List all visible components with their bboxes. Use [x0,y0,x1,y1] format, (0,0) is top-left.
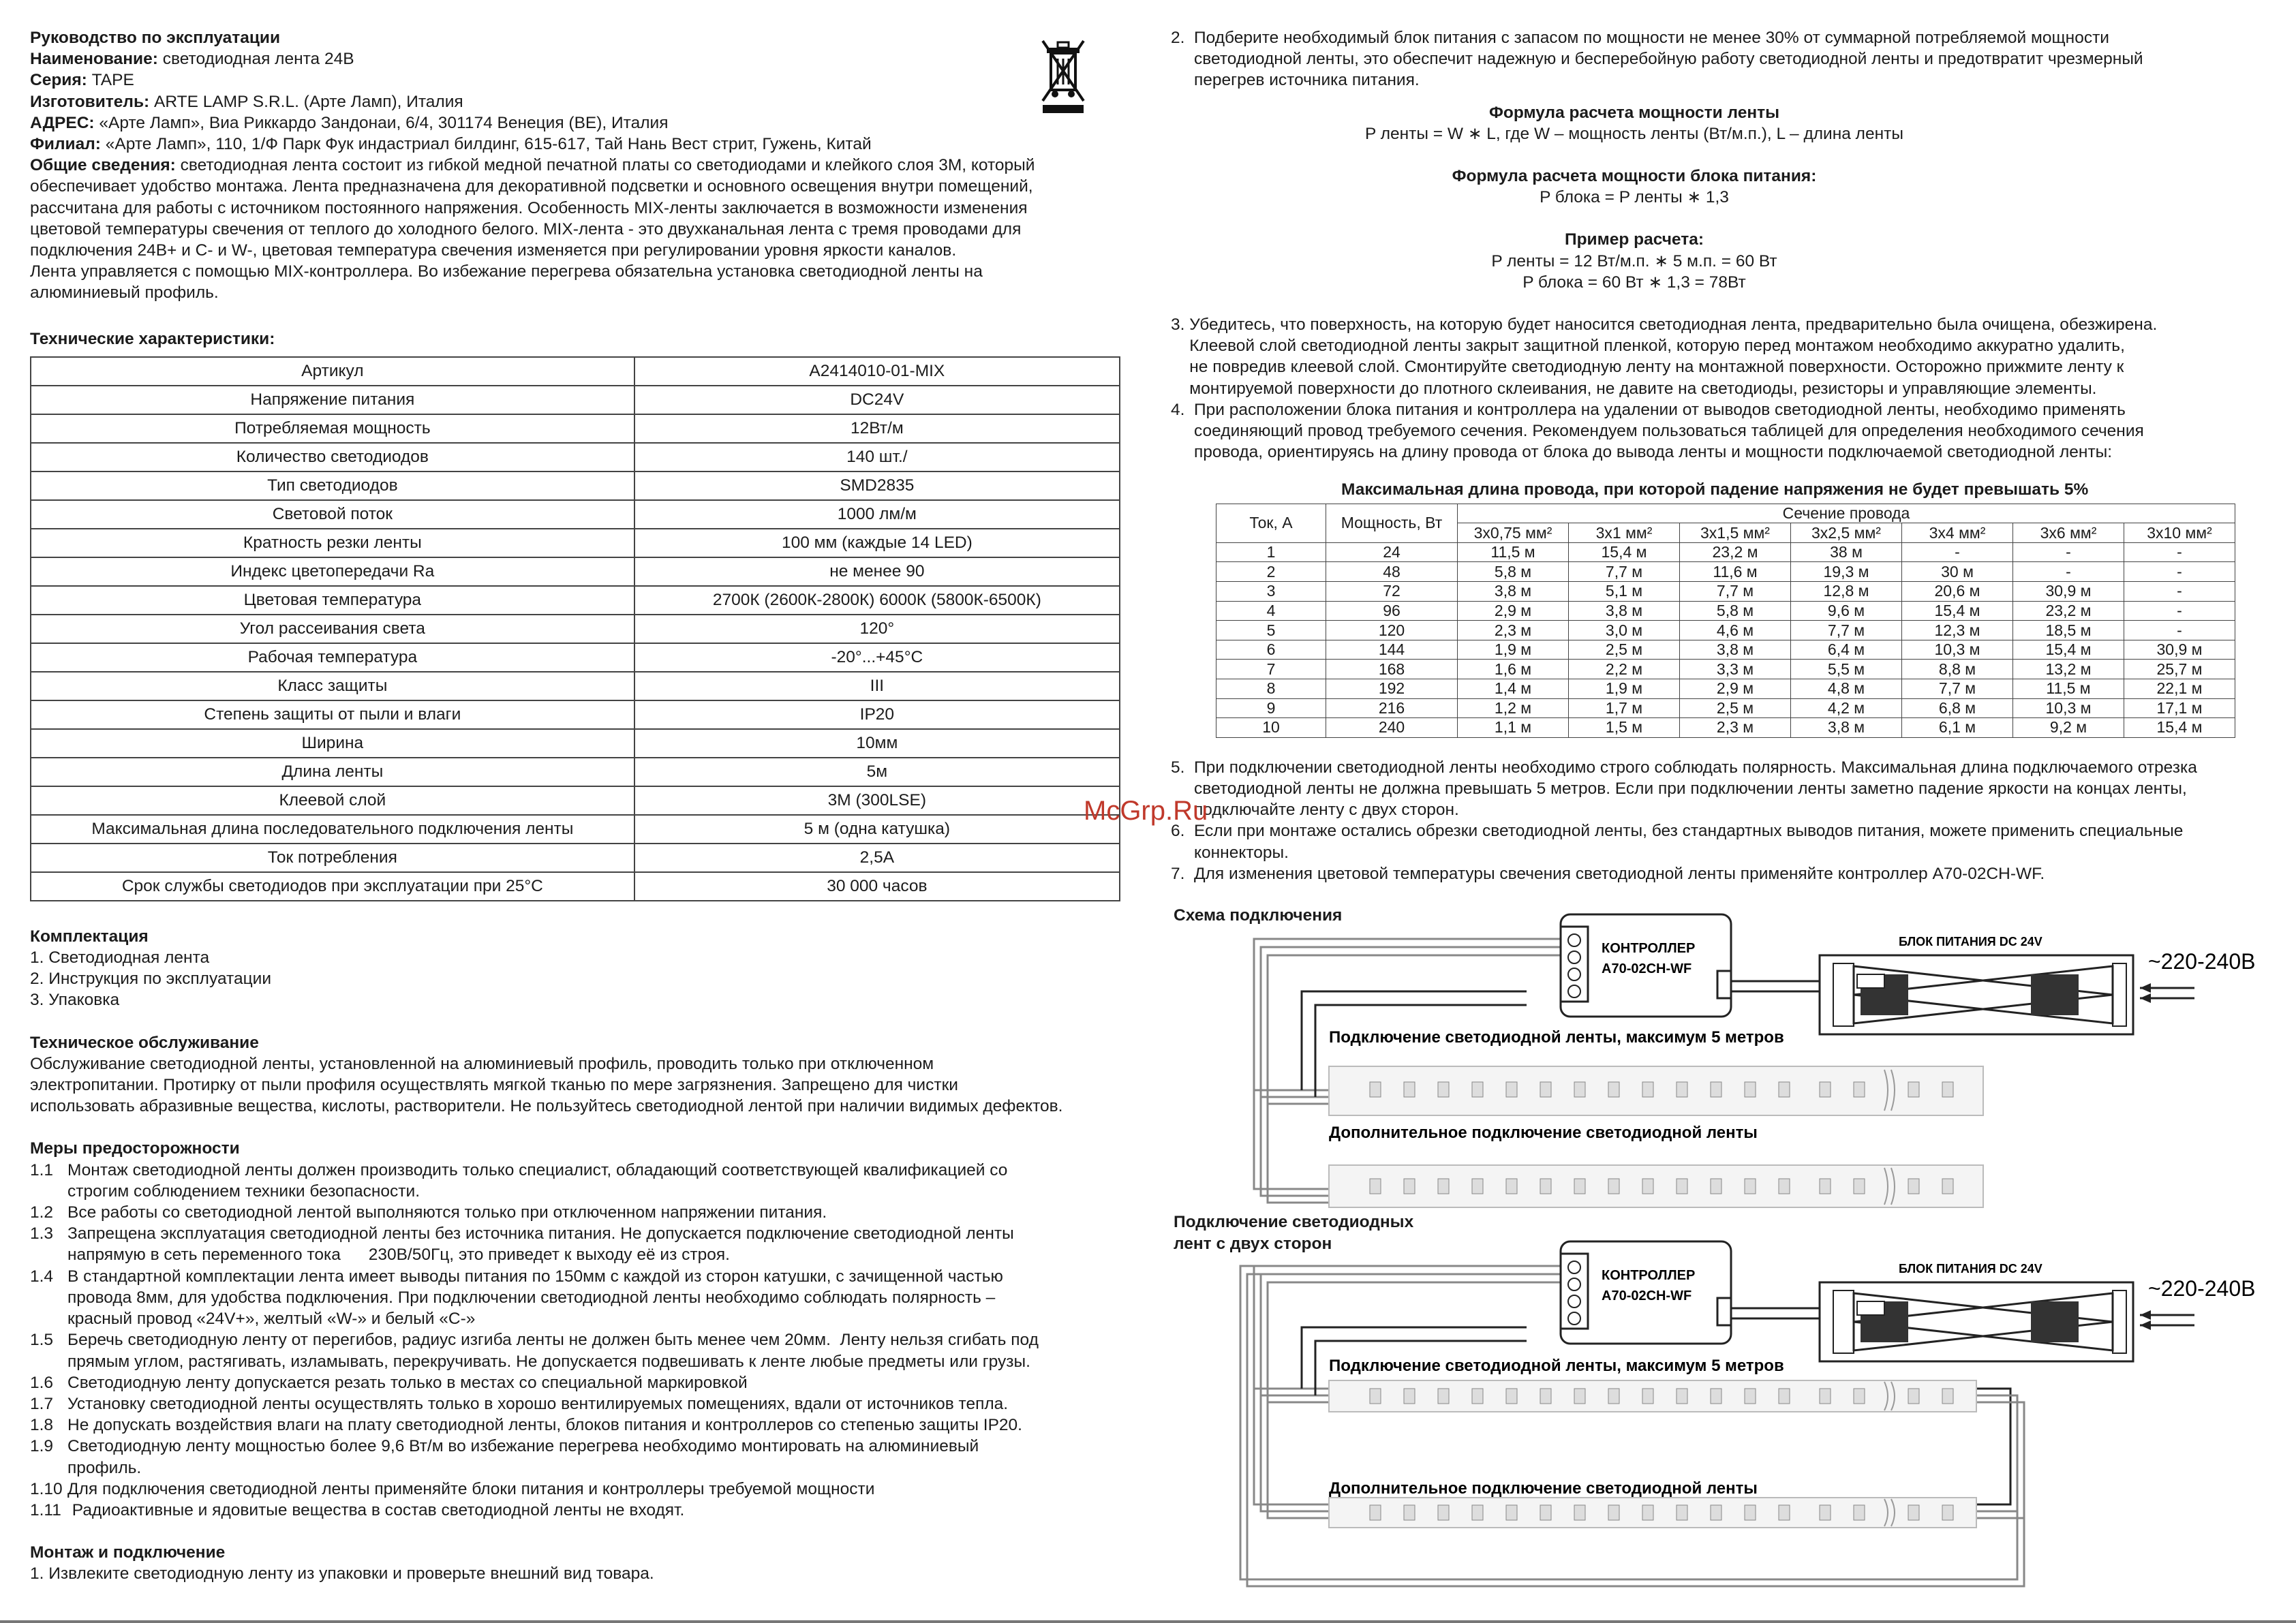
wire-cell: 240 [1326,718,1458,738]
wire-section-header: 3x0,75 мм² [1458,523,1569,543]
precaution-item [30,1500,1120,1521]
wire-cell: 3,8 м [1791,718,1902,738]
precaution-item [30,1329,1120,1350]
spec-value: 5м [634,758,1120,786]
wire-cell: 3,8 м [1680,640,1791,660]
precaution-number: 1.7 [30,1394,54,1413]
wire-cell: 3,3 м [1680,660,1791,679]
wire-cell: 7,7 м [1680,582,1791,602]
wire-cell: 24 [1326,542,1458,562]
step-3-line: Клеевой слой светодиодной ленты закрыт защитной пленкой, которую перед монтажом необходимо аккуратно удалить, [1171,337,2125,356]
wire-cell: 192 [1326,679,1458,699]
wire-cell: 10,3 м [1902,640,2013,660]
wire-cell: 1,1 м [1458,718,1569,738]
spec-name: Ширина [31,729,634,758]
wire-cell: 72 [1326,582,1458,602]
wire-cell: 1,6 м [1458,660,1569,679]
precaution-number [30,1308,67,1329]
wire-row [1216,640,2235,660]
precaution-text: Монтаж светодиодной ленты должен производить только специалист, обладающий соответствующей квалификацией со [67,1160,1008,1179]
wire-cell: 3 [1216,582,1326,602]
spec-row [31,872,1120,901]
left-column [30,27,1120,1585]
mains-label: ~220-240В [2148,1276,2256,1301]
wire-cell: 12,8 м [1791,582,1902,602]
step-4-line: соединяющий провод требуемого сечения. Рекомендуем пользоваться таблицей для определения необходимого сечения [1171,422,2144,441]
wire-cell: 12,3 м [1902,621,2013,640]
wire-cell: 15,4 м [1902,601,2013,621]
wire-cell: 2,9 м [1680,679,1791,699]
precaution-text: профиль. [67,1458,142,1477]
wire-table [1216,504,2235,738]
spec-name: Длина ленты [31,758,634,786]
general-line: Лента управляется с помощью MIX-контроллера. Во избежание перегрева обязательна установка светодиодной ленты на [30,262,983,281]
spec-value: IP20 [634,700,1120,729]
spec-value: 1000 лм/м [634,500,1120,529]
spec-name: Количество светодиодов [31,443,634,472]
wire-row [1216,621,2235,640]
precaution-item [30,1372,1120,1393]
spec-row [31,786,1120,815]
wire-cell: 1,5 м [1569,718,1680,738]
maker-line: Изготовитель: ARTE LAMP S.R.L. (Арте Ламп), Италия [30,92,463,111]
wire-cell: 4,8 м [1791,679,1902,699]
general-line: подключения 24В+ и С- и W-, цветовая температура свечения изменяется при регулировании уровня яркости каналов. [30,241,957,260]
precaution-number: 1.4 [30,1267,54,1286]
spec-value: 5 м (одна катушка) [634,815,1120,844]
wire-section-header: 3x2,5 мм² [1791,523,1902,543]
wire-cell: 8,8 м [1902,660,2013,679]
precaution-number: 1.2 [30,1203,54,1222]
wire-cell: 17,1 м [2124,698,2235,718]
right-column [1171,27,2261,884]
diagram-2-title-1: Подключение светодиодных [1174,1213,1414,1231]
wiring-diagram-2 [1240,1232,2256,1597]
wire-cell: 11,6 м [1680,562,1791,582]
step-2-line: перегрев источника питания. [1171,71,1420,90]
precaution-text: провода 8мм, для удобства подключения. При подключении светодиодной ленты необходимо соблюдать полярность – [67,1288,996,1307]
wire-cell: 7,7 м [1569,562,1680,582]
wire-row [1216,601,2235,621]
step-5-line: светодиодной ленты не должна превышать 5 метров. Если при подключении ленты заметно падение яркости на концах ленты, [1171,779,2187,798]
step-3-line: 3. Убедитесь, что поверхность, на которую будет наносится светодиодная лента, предварительно была очищена, обезжирена. [1171,315,2158,335]
wire-row [1216,582,2235,602]
strip-2-label: Дополнительное подключение светодиодной ленты [1329,1124,1758,1142]
wire-cell: 1,9 м [1569,679,1680,699]
precaution-item [30,1223,1120,1244]
precaution-number: 1.8 [30,1416,54,1435]
controller-label: КОНТРОЛЛЕР [1602,1268,1696,1283]
precaution-text: Радиоактивные и ядовитые вещества в состав светодиодной ленты не входят. [67,1500,685,1519]
led-strip-1 [1329,1380,1976,1412]
spec-value: 120° [634,615,1120,643]
manual-title: Руководство по эксплуатации [30,29,281,47]
wire-cell: 8 [1216,679,1326,699]
precaution-text: Светодиодную ленту допускается резать только в местах со специальной маркировкой [67,1373,748,1392]
spec-row [31,414,1120,443]
wire-cell: 13,2 м [2013,660,2124,679]
example-title: Пример расчета: [1564,230,1704,249]
spec-row [31,357,1120,386]
wire-cell: 10,3 м [2013,698,2124,718]
spec-row [31,500,1120,529]
precaution-text: красный провод «24V+», желтый «W-» и белый «С-» [67,1310,476,1329]
wire-cell: 25,7 м [2124,660,2235,679]
wire-cell: 5,8 м [1680,601,1791,621]
precaution-number: 1.6 [30,1373,54,1392]
maintenance-line: электропитании. Протирку от пыли профиля осуществлять мягкой тканью по мере загрязнения. Запрещено для чистки [30,1076,958,1095]
precaution-number: 1.11 [30,1500,61,1519]
precaution-item [30,1415,1120,1436]
wire-cell: 6,1 м [1902,718,2013,738]
spec-value: III [634,672,1120,700]
wire-cell: 9,6 м [1791,601,1902,621]
wire-cell: 3,0 м [1569,621,1680,640]
watermark: McGrp.Ru [1084,796,1208,826]
wire-cell: 7,7 м [1791,621,1902,640]
wire-cell: - [2013,562,2124,582]
precaution-text: Не допускать воздействия влаги на плату светодиодной ленты, блоков питания и контроллеров со степенью защиты IP20. [67,1416,1022,1435]
precaution-number: 1.3 [30,1224,54,1243]
wire-cell: 18,5 м [2013,621,2124,640]
series-line: Серия: TAPE [30,71,134,90]
wire-cell: - [2124,621,2235,640]
step-2-line: светодиодной ленты, это обеспечит надежную и бесперебойную работу светодиодной ленты и предотвратит чрезмерный [1171,50,2143,69]
wire-section-header: 3x1 мм² [1569,523,1680,543]
precaution-number: 1.1 [30,1160,54,1179]
spec-name: Максимальная длина последовательного подключения ленты [31,815,634,844]
precaution-number: 1.10 [30,1479,63,1498]
precaution-number [30,1457,67,1479]
wire-table-title: Максимальная длина провода, при которой падение напряжения не будет превышать 5% [1341,480,2089,499]
wire-cell: 6 [1216,640,1326,660]
step-6-line: коннекторы. [1171,843,1289,862]
precaution-text: Светодиодную ленту мощностью более 9,6 Вт/м во избежание перегрева необходимо монтировать на алюминиевый [67,1437,979,1456]
spec-row [31,700,1120,729]
wire-cell: 15,4 м [2124,718,2235,738]
precaution-item [30,1351,1120,1372]
wire-cell: 4,2 м [1791,698,1902,718]
example-2: P блока = 60 Вт ∗ 1,3 = 78Вт [1522,273,1746,292]
wire-table-header-current: Ток, А [1216,504,1326,542]
wire-cell: 144 [1326,640,1458,660]
spec-row [31,758,1120,786]
mounting-title: Монтаж и подключение [30,1543,226,1562]
spec-name: Напряжение питания [31,386,634,414]
spec-value: 140 шт./ [634,443,1120,472]
step-2-line: 2. Подберите необходимый блок питания с запасом по мощности не менее 30% от суммарной потребляемой мощности [1171,29,2109,47]
precaution-item [30,1287,1120,1308]
wiring-diagram-2-svg [1240,1232,2256,1597]
wire-cell: 48 [1326,562,1458,582]
spec-name: Артикул [31,357,634,386]
wire-row [1216,542,2235,562]
spec-name: Тип светодиодов [31,472,634,500]
precaution-text: Установку светодиодной ленты осуществлять только в хорошо вентилируемых помещениях, вдали от источников тепла. [67,1394,1009,1413]
wire-table-header-section: Сечение провода [1458,504,2235,523]
wire-cell: 3,8 м [1458,582,1569,602]
wire-cell: 7,7 м [1902,679,2013,699]
spec-row [31,557,1120,586]
precaution-number [30,1351,67,1372]
strip-1-label: Подключение светодиодной ленты, максимум 5 метров [1329,1357,1784,1375]
wire-row [1216,562,2235,582]
maintenance-title: Техническое обслуживание [30,1033,259,1052]
led-strip-2 [1329,1498,1976,1528]
diagram-2-title-2: лент с двух сторон [1174,1235,1332,1253]
spec-row [31,472,1120,500]
wire-cell: 5,8 м [1458,562,1569,582]
precaution-text: Для подключения светодиодной ленты применяйте блоки питания и контроллеры требуемой мощности [67,1479,875,1498]
spec-name: Класс защиты [31,672,634,700]
specs-table [30,356,1120,901]
wire-cell: 2 [1216,562,1326,582]
spec-row [31,443,1120,472]
weee-bin-icon [1041,38,1085,114]
spec-value: 30 000 часов [634,872,1120,901]
step-6-line: 6. Если при монтаже остались обрезки светодиодной ленты, без стандартных выводов питания, можете применить специальные [1171,822,2184,841]
precaution-text: строгим соблюдением техники безопасности. [67,1181,420,1201]
precaution-item [30,1457,1120,1479]
wiring-diagram-1 [1240,906,2256,1206]
led-strip-2 [1329,1165,1983,1207]
maintenance-line: Обслуживание светодиодной ленты, установленной на алюминиевый профиль, проводить только при отключенном [30,1054,934,1073]
wire-cell: 15,4 м [1569,542,1680,562]
precaution-number: 1.5 [30,1331,54,1350]
kit-item: 3. Упаковка [30,991,120,1010]
wire-cell: 9 [1216,698,1326,718]
wiring-diagram-1-svg [1240,906,2256,1206]
precaution-number [30,1287,67,1308]
precautions-list [30,1160,1120,1521]
spec-value: 3M (300LSE) [634,786,1120,815]
wire-cell: 2,5 м [1569,640,1680,660]
strip-1-label: Подключение светодиодной ленты, максимум 5 метров [1329,1028,1784,1047]
wire-cell: 2,3 м [1458,621,1569,640]
specs-title: Технические характеристики: [30,329,275,348]
wire-row [1216,660,2235,679]
precaution-text: прямым углом, растягивать, изламывать, перекручивать. Не допускается подвешивать к ленте любые предметы или грузы. [67,1352,1030,1371]
wire-cell: 6,8 м [1902,698,2013,718]
example-1: P ленты = 12 Вт/м.п. ∗ 5 м.п. = 60 Вт [1491,251,1777,270]
wire-cell: 216 [1326,698,1458,718]
step-3-line: монтируемой поверхности до плотного склеивания, не давите на светодиоды, резисторы и управляющие элементы. [1171,379,2097,398]
precaution-number: 1.9 [30,1437,54,1456]
precaution-item [30,1393,1120,1415]
wire-section-header: 3x10 мм² [2124,523,2235,543]
spec-name: Угол рассеивания света [31,615,634,643]
general-line: рассчитана для работы с источником постоянного напряжения. Особенность MIX-ленты заключается в возможности изменения [30,198,1028,217]
name-line: Наименование: светодиодная лента 24В [30,50,354,69]
wire-cell: 5,5 м [1791,660,1902,679]
wire-table-header-power: Мощность, Вт [1326,504,1458,542]
spec-value: 10мм [634,729,1120,758]
wire-cell: 2,2 м [1569,660,1680,679]
wire-cell: 1,7 м [1569,698,1680,718]
spec-value: SMD2835 [634,472,1120,500]
general-line: обеспечивает удобство монтажа. Лента предназначена для декоративной подсветки и основного освещения внутри помещений, [30,177,1033,196]
wire-cell: 1,9 м [1458,640,1569,660]
wire-cell: 22,1 м [2124,679,2235,699]
strip-2-label: Дополнительное подключение светодиодной ленты [1329,1479,1758,1498]
precaution-item [30,1160,1120,1181]
spec-name: Срок службы светодиодов при эксплуатации при 25°С [31,872,634,901]
spec-name: Кратность резки ленты [31,529,634,557]
wire-cell: 11,5 м [1458,542,1569,562]
spec-row [31,529,1120,557]
wire-row [1216,679,2235,699]
wire-row [1216,698,2235,718]
psu-label: БЛОК ПИТАНИЯ DC 24V [1899,1262,2042,1276]
spec-row [31,586,1120,615]
spec-name: Потребляемая мощность [31,414,634,443]
wire-cell: 20,6 м [1902,582,2013,602]
precaution-number [30,1181,67,1202]
address-line: АДРЕС: «Арте Ламп», Виа Риккардо Зандонаи, 6/4, 301174 Венеция (ВЕ), Италия [30,113,669,132]
precaution-item [30,1479,1120,1500]
wire-cell: 9,2 м [2013,718,2124,738]
spec-row [31,729,1120,758]
spec-name: Цветовая температура [31,586,634,615]
wire-cell: 30,9 м [2124,640,2235,660]
controller-model: A70-02CH-WF [1602,961,1692,976]
precaution-item [30,1266,1120,1287]
spec-row [31,815,1120,844]
wire-cell: 6,4 м [1791,640,1902,660]
precaution-item [30,1308,1120,1329]
precaution-item [30,1436,1120,1457]
precaution-text: Запрещена эксплуатация светодиодной ленты без источника питания. Не допускается подключение светодиодной ленты [67,1224,1014,1243]
spec-row [31,844,1120,872]
wire-row [1216,718,2235,738]
wire-cell: 30 м [1902,562,2013,582]
wire-cell: - [2124,601,2235,621]
formula-2-title: Формула расчета мощности блока питания: [1452,167,1817,186]
kit-item: 2. Инструкция по эксплуатации [30,970,272,989]
step-5-line: подключайте ленту с двух сторон. [1171,801,1459,820]
psu-label: БЛОК ПИТАНИЯ DC 24V [1899,935,2042,948]
wire-cell: 2,9 м [1458,601,1569,621]
wire-cell: 4 [1216,601,1326,621]
spec-name: Ток потребления [31,844,634,872]
wire-cell: 23,2 м [2013,601,2124,621]
wire-cell: 2,3 м [1680,718,1791,738]
wire-cell: 23,2 м [1680,542,1791,562]
wire-cell: 19,3 м [1791,562,1902,582]
precaution-text: напрямую в сеть переменного тока 230В/50Гц, это приведет к выходу её из строя. [67,1246,730,1265]
controller-label: КОНТРОЛЛЕР [1602,941,1696,956]
spec-value: 2700К (2600К-2800К) 6000К (5800К-6500К) [634,586,1120,615]
wire-section-header: 3x4 мм² [1902,523,2013,543]
wire-cell: 1,2 м [1458,698,1569,718]
spec-name: Индекс цветопередачи Ra [31,557,634,586]
spec-value: 100 мм (каждые 14 LED) [634,529,1120,557]
wire-cell: 3,8 м [1569,601,1680,621]
spec-value: 2,5A [634,844,1120,872]
wire-cell: 120 [1326,621,1458,640]
step-4-line: провода, ориентируясь на длину провода от блока до вывода ленты и мощности подключаемой светодиодной ленты: [1171,443,2113,462]
step-5-line: 5. При подключении светодиодной ленты необходимо строго соблюдать полярность. Максимальная длина подключаемого отрезка [1171,758,2197,777]
formula-2: P блока = P ленты ∗ 1,3 [1540,188,1729,207]
wire-cell: - [2124,582,2235,602]
wire-cell: 7 [1216,660,1326,679]
wire-cell: 168 [1326,660,1458,679]
spec-value: не менее 90 [634,557,1120,586]
wire-section-header: 3x6 мм² [2013,523,2124,543]
precaution-item [30,1202,1120,1223]
step-3-line: не повредив клеевой слой. Смонтируйте светодиодную ленту на монтажной поверхности. Осторожно прижмите ленту к [1171,358,2124,377]
precaution-item [30,1181,1120,1202]
precaution-text: Беречь светодиодную ленту от перегибов, радиус изгиба ленты не должен быть менее чем 20мм. Ленту нельзя сгибать под [67,1331,1039,1350]
wire-cell: - [2013,542,2124,562]
kit-item: 1. Светодиодная лента [30,948,210,968]
spec-name: Световой поток [31,500,634,529]
spec-row [31,672,1120,700]
spec-value: A2414010-01-MIX [634,357,1120,386]
step-4-line: 4. При расположении блока питания и контроллера на удалении от выводов светодиодной ленты, необходимо применять [1171,400,2126,419]
wire-cell: 5 [1216,621,1326,640]
spec-name: Рабочая температура [31,643,634,672]
mains-label: ~220-240В [2148,949,2256,974]
wire-cell: 30,9 м [2013,582,2124,602]
spec-value: DC24V [634,386,1120,414]
precaution-item [30,1244,1120,1265]
general-line: алюминиевый профиль. [30,283,219,303]
general-line-0: Общие сведения: светодиодная лента состоит из гибкой медной печатной платы со светодиодами и клейкого слоя 3М, который [30,156,1035,175]
spec-name: Клеевой слой [31,786,634,815]
precautions-title: Меры предосторожности [30,1139,240,1158]
led-strip-1 [1329,1066,1983,1115]
spec-value: 12Вт/м [634,414,1120,443]
wire-cell: 4,6 м [1680,621,1791,640]
bottom-rule [0,1620,2296,1623]
precaution-text: В стандартной комплектации лента имеет выводы питания по 150мм с каждой из сторон катушки, с зачищенной частью [67,1267,1003,1286]
mounting-item-1: 1. Извлеките светодиодную ленту из упаковки и проверьте внешний вид товара. [30,1564,654,1583]
general-line: цветовой температуры свечения от теплого до холодного белого. MIX-лента - это двухканальная лента с тремя проводами для [30,219,1022,238]
precaution-number [30,1244,67,1265]
spec-name: Степень защиты от пыли и влаги [31,700,634,729]
formula-1: P ленты = W ∗ L, где W – мощность ленты (Вт/м.п.), L – длина ленты [1365,124,1903,143]
wire-cell: 11,5 м [2013,679,2124,699]
spec-row [31,386,1120,414]
wire-cell: 96 [1326,601,1458,621]
maintenance-line: использовать абразивные вещества, кислоты, растворители. Не пользуйтесь светодиодной лентой при наличии видимых дефектов. [30,1097,1063,1116]
wire-cell: 38 м [1791,542,1902,562]
precaution-text: Все работы со светодиодной лентой выполняются только при отключенном напряжении питания. [67,1203,827,1222]
wire-cell: 2,5 м [1680,698,1791,718]
spec-value: -20°...+45°C [634,643,1120,672]
spec-row [31,643,1120,672]
wire-cell: - [2124,562,2235,582]
formula-1-title: Формула расчета мощности ленты [1488,103,1780,122]
wire-cell: 1 [1216,542,1326,562]
wire-cell: 1,4 м [1458,679,1569,699]
wire-cell: 15,4 м [2013,640,2124,660]
spec-row [31,615,1120,643]
wire-section-header: 3x1,5 мм² [1680,523,1791,543]
wire-cell: - [2124,542,2235,562]
kit-title: Комплектация [30,927,149,946]
wire-cell: - [1902,542,2013,562]
controller-model: A70-02CH-WF [1602,1288,1692,1303]
diagram-1-title: Схема подключения [1174,906,1343,925]
branch-line: Филиал: «Арте Ламп», 110, 1/Ф Парк Фук индастриал билдинг, 615-617, Тай Нань Вест стрит, Гужень, Китай [30,135,872,154]
step-7-line: 7. Для изменения цветовой температуры свечения светодиодной ленты применяйте контроллер A70-02CH-WF. [1171,864,2045,883]
wire-cell: 5,1 м [1569,582,1680,602]
wire-cell: 10 [1216,718,1326,738]
